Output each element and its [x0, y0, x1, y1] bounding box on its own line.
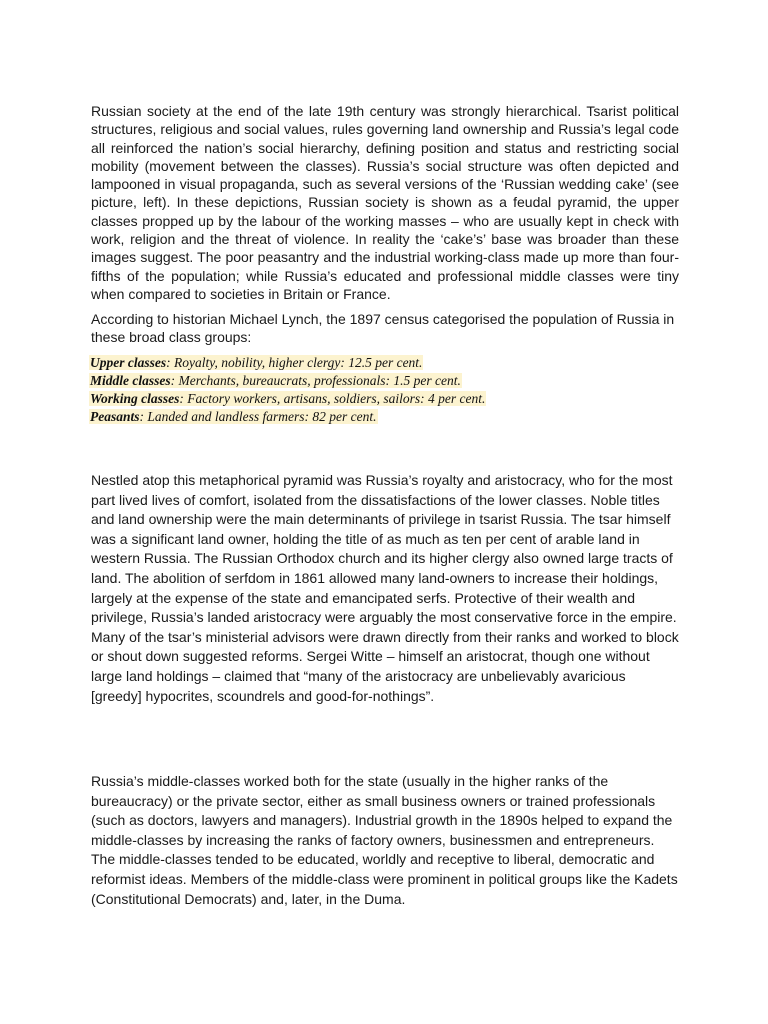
class-group-working: [89, 390, 549, 408]
census-paragraph: According to historian Michael Lynch, the 1897 census categorised the population of Russia in these broad class groups:: [91, 311, 675, 345]
class-group-detail: : Merchants, bureaucrats, professionals: 1.5 per cent.: [170, 373, 461, 388]
class-group-label: Peasants: [90, 409, 140, 424]
class-groups-list: [89, 354, 549, 426]
class-group-detail: : Royalty, nobility, higher clergy: 12.5 per cent.: [166, 355, 423, 370]
class-group-detail: : Landed and landless farmers: 82 per cent.: [139, 409, 377, 424]
middle-classes-paragraph: Russia’s middle-classes worked both for the state (usually in the higher ranks of the bureaucracy) or the private sector, either as small business owners or trained professionals (such as doctors, lawyers and managers). Industrial growth in the 1890s helped to expand the middle-classes by increasing the ranks of factory owners, businessmen and entrepreneurs. The middle-classes tended to be educated, worldly and receptive to liberal, democratic and reformist ideas. Members of the middle-class were prominent in political groups like the Kadets (Constitutional Democrats) and, later, in the Duma.: [91, 773, 678, 907]
intro-paragraph: Russian society at the end of the late 19th century was strongly hierarchical. Tsarist political structures, religious and social values, rules governing land ownership and Russia’s legal code all reinforced the nation’s social hierarchy, defining position and status and restricting social mobility (movement between the classes). Russia’s social structure was often depicted and lampooned in visual propaganda, such as several versions of the ‘Russian wedding cake’ (see picture, left). In these depictions, Russian society is shown as a feudal pyramid, the upper classes propped up by the labour of the working masses – who are usually kept in check with work, religion and the threat of violence. In reality the ‘cake’s’ base was broader than these images suggest. The poor peasantry and the industrial working-class made up more than four-fifths of the population; while Russia’s educated and professional middle classes were tiny when compared to societies in Britain or France.: [91, 103, 679, 302]
class-group-upper: [89, 354, 549, 372]
class-group-label: Working classes: [90, 391, 180, 406]
class-group-middle: [89, 372, 549, 390]
class-group-label: Upper classes: [90, 355, 167, 370]
royalty-paragraph: Nestled atop this metaphorical pyramid was Russia’s royalty and aristocracy, who for the most part lived lives of comfort, isolated from the dissatisfactions of the lower classes. Noble titles and land ownership were the main determinants of privilege in tsarist Russia. The tsar himself was a significant land owner, holding the title of as much as ten per cent of arable land in western Russia. The Russian Orthodox church and its higher clergy also owned large tracts of land. The abolition of serfdom in 1861 allowed many land-owners to increase their holdings, largely at the expense of the state and emancipated serfs. Protective of their wealth and privilege, Russia’s landed aristocracy were arguably the most conservative force in the empire. Many of the tsar’s ministerial advisors were drawn directly from their ranks and worked to block or shout down suggested reforms. Sergei Witte – himself an aristocrat, though one without large land holdings – claimed that “many of the aristocracy are unbelievably avaricious [greedy] hypocrites, scoundrels and good-for-nothings”.: [91, 472, 679, 704]
class-group-label: Middle classes: [90, 373, 171, 388]
class-group-detail: : Factory workers, artisans, soldiers, sailors: 4 per cent.: [179, 391, 486, 406]
class-group-peasants: [89, 408, 549, 426]
